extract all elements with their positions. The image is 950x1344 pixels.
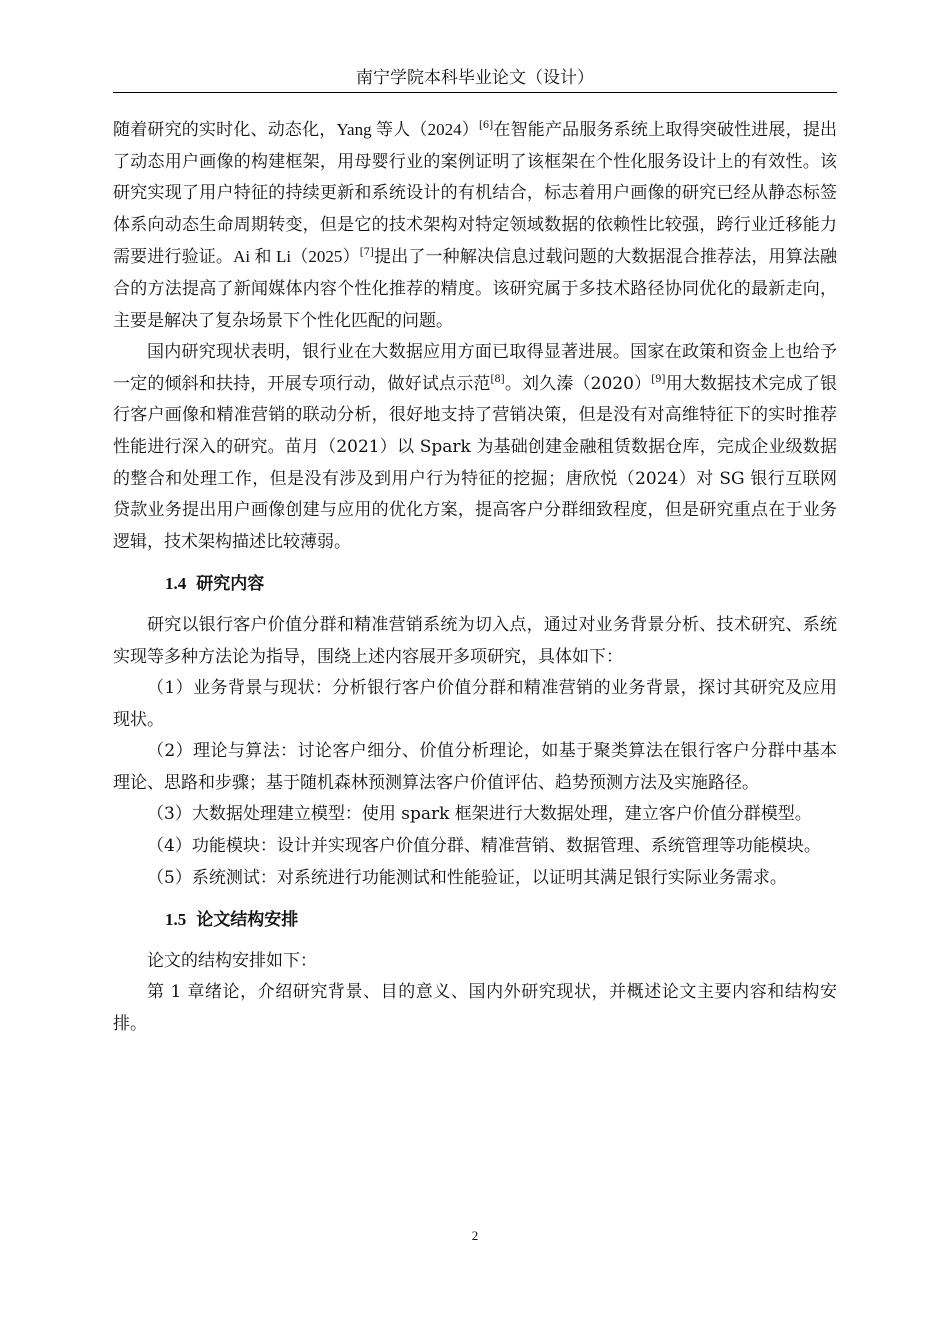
section-heading-1-5: 1.5 论文结构安排 xyxy=(165,910,299,930)
paragraph-foreign-research: 随着研究的实时化、动态化，Yang 等人（2024）[6]在智能产品服务系统上取得突破性进展，提出了动态用户画像的构建框架，用母婴行业的案例证明了该框架在个性化服务设计上的有效性。该研究实现了用户特征的持续更新和系统设计的有机结合，标志着用户画像的研究已经从静态标签体系向动态生命周期转变，但是它的技术架构对特定领域数据的依赖性比较强，跨行业迁移能力需要进行验证。Ai 和 Li（2025）[7]提出了一种解决信息过载问题的大数据混合推荐法，用算法融合的方法提高了新闻媒体内容个性化推荐的精度。该研究属于多技术路径协同优化的最新走向，主要是解决了复杂场景下个性化匹配的问题。 xyxy=(113,120,838,331)
list-item: （3）大数据处理建立模型：使用 spark 框架进行大数据处理，建立客户价值分群模型。 xyxy=(147,804,812,825)
page-body xyxy=(113,114,837,1041)
citation-9: [9] xyxy=(651,373,666,385)
paragraph-chapter-1: 第 1 章绪论，介绍研究背景、目的意义、国内外研究现状，并概述论文主要内容和结构安排。 xyxy=(113,982,837,1035)
running-header: 南宁学院本科毕业论文（设计） xyxy=(356,68,594,88)
page-number: 2 xyxy=(471,1228,479,1243)
citation-6: [6] xyxy=(479,120,494,131)
paragraph-domestic-research: 国内研究现状表明，银行业在大数据应用方面已取得显著进展。国家在政策和资金上也给予一定的倾斜和扶持，开展专项行动，做好试点示范[8]。刘久溱（2020）[9]用大数据技术完成了银行客户画像和精准营销的联动分析，很好地支持了营销决策，但是没有对高维特征下的实时推荐性能进行深入的研究。苗月（2021）以 Spark 为基础创建金融租赁数据仓库，完成企业级数据的整合和处理工作，但是没有涉及到用户行为特征的挖掘；唐欣悦（2024）对 SG 银行互联网贷款业务提出用户画像创建与应用的优化方案，提高客户分群细致程度，但是研究重点在于业务逻辑，技术架构描述比较薄弱。 xyxy=(113,342,838,552)
section-heading-1-4: 1.4 研究内容 xyxy=(165,574,265,594)
paragraph-structure-intro: 论文的结构安排如下： xyxy=(147,950,317,971)
header-rule xyxy=(113,92,837,93)
citation-8: [8] xyxy=(490,373,505,385)
paragraph-research-content: 研究以银行客户价值分群和精准营销系统为切入点，通过对业务背景分析、技术研究、系统实现等多种方法论为指导，围绕上述内容展开多项研究，具体如下： xyxy=(113,614,837,667)
citation-7: [7] xyxy=(359,247,374,259)
list-item: （2）理论与算法：讨论客户细分、价值分析理论，如基于聚类算法在银行客户分群中基本理论、思路和步骤；基于随机森林预测算法客户价值评估、趋势预测方法及实施路径。 xyxy=(113,741,837,793)
list-item: （5）系统测试：对系统进行功能测试和性能验证，以证明其满足银行实际业务需求。 xyxy=(147,867,787,888)
list-item: （1）业务背景与现状：分析银行客户价值分群和精准营销的业务背景，探讨其研究及应用现状。 xyxy=(113,678,837,730)
list-item: （4）功能模块：设计并实现客户价值分群、精准营销、数据管理、系统管理等功能模块。 xyxy=(147,836,821,857)
